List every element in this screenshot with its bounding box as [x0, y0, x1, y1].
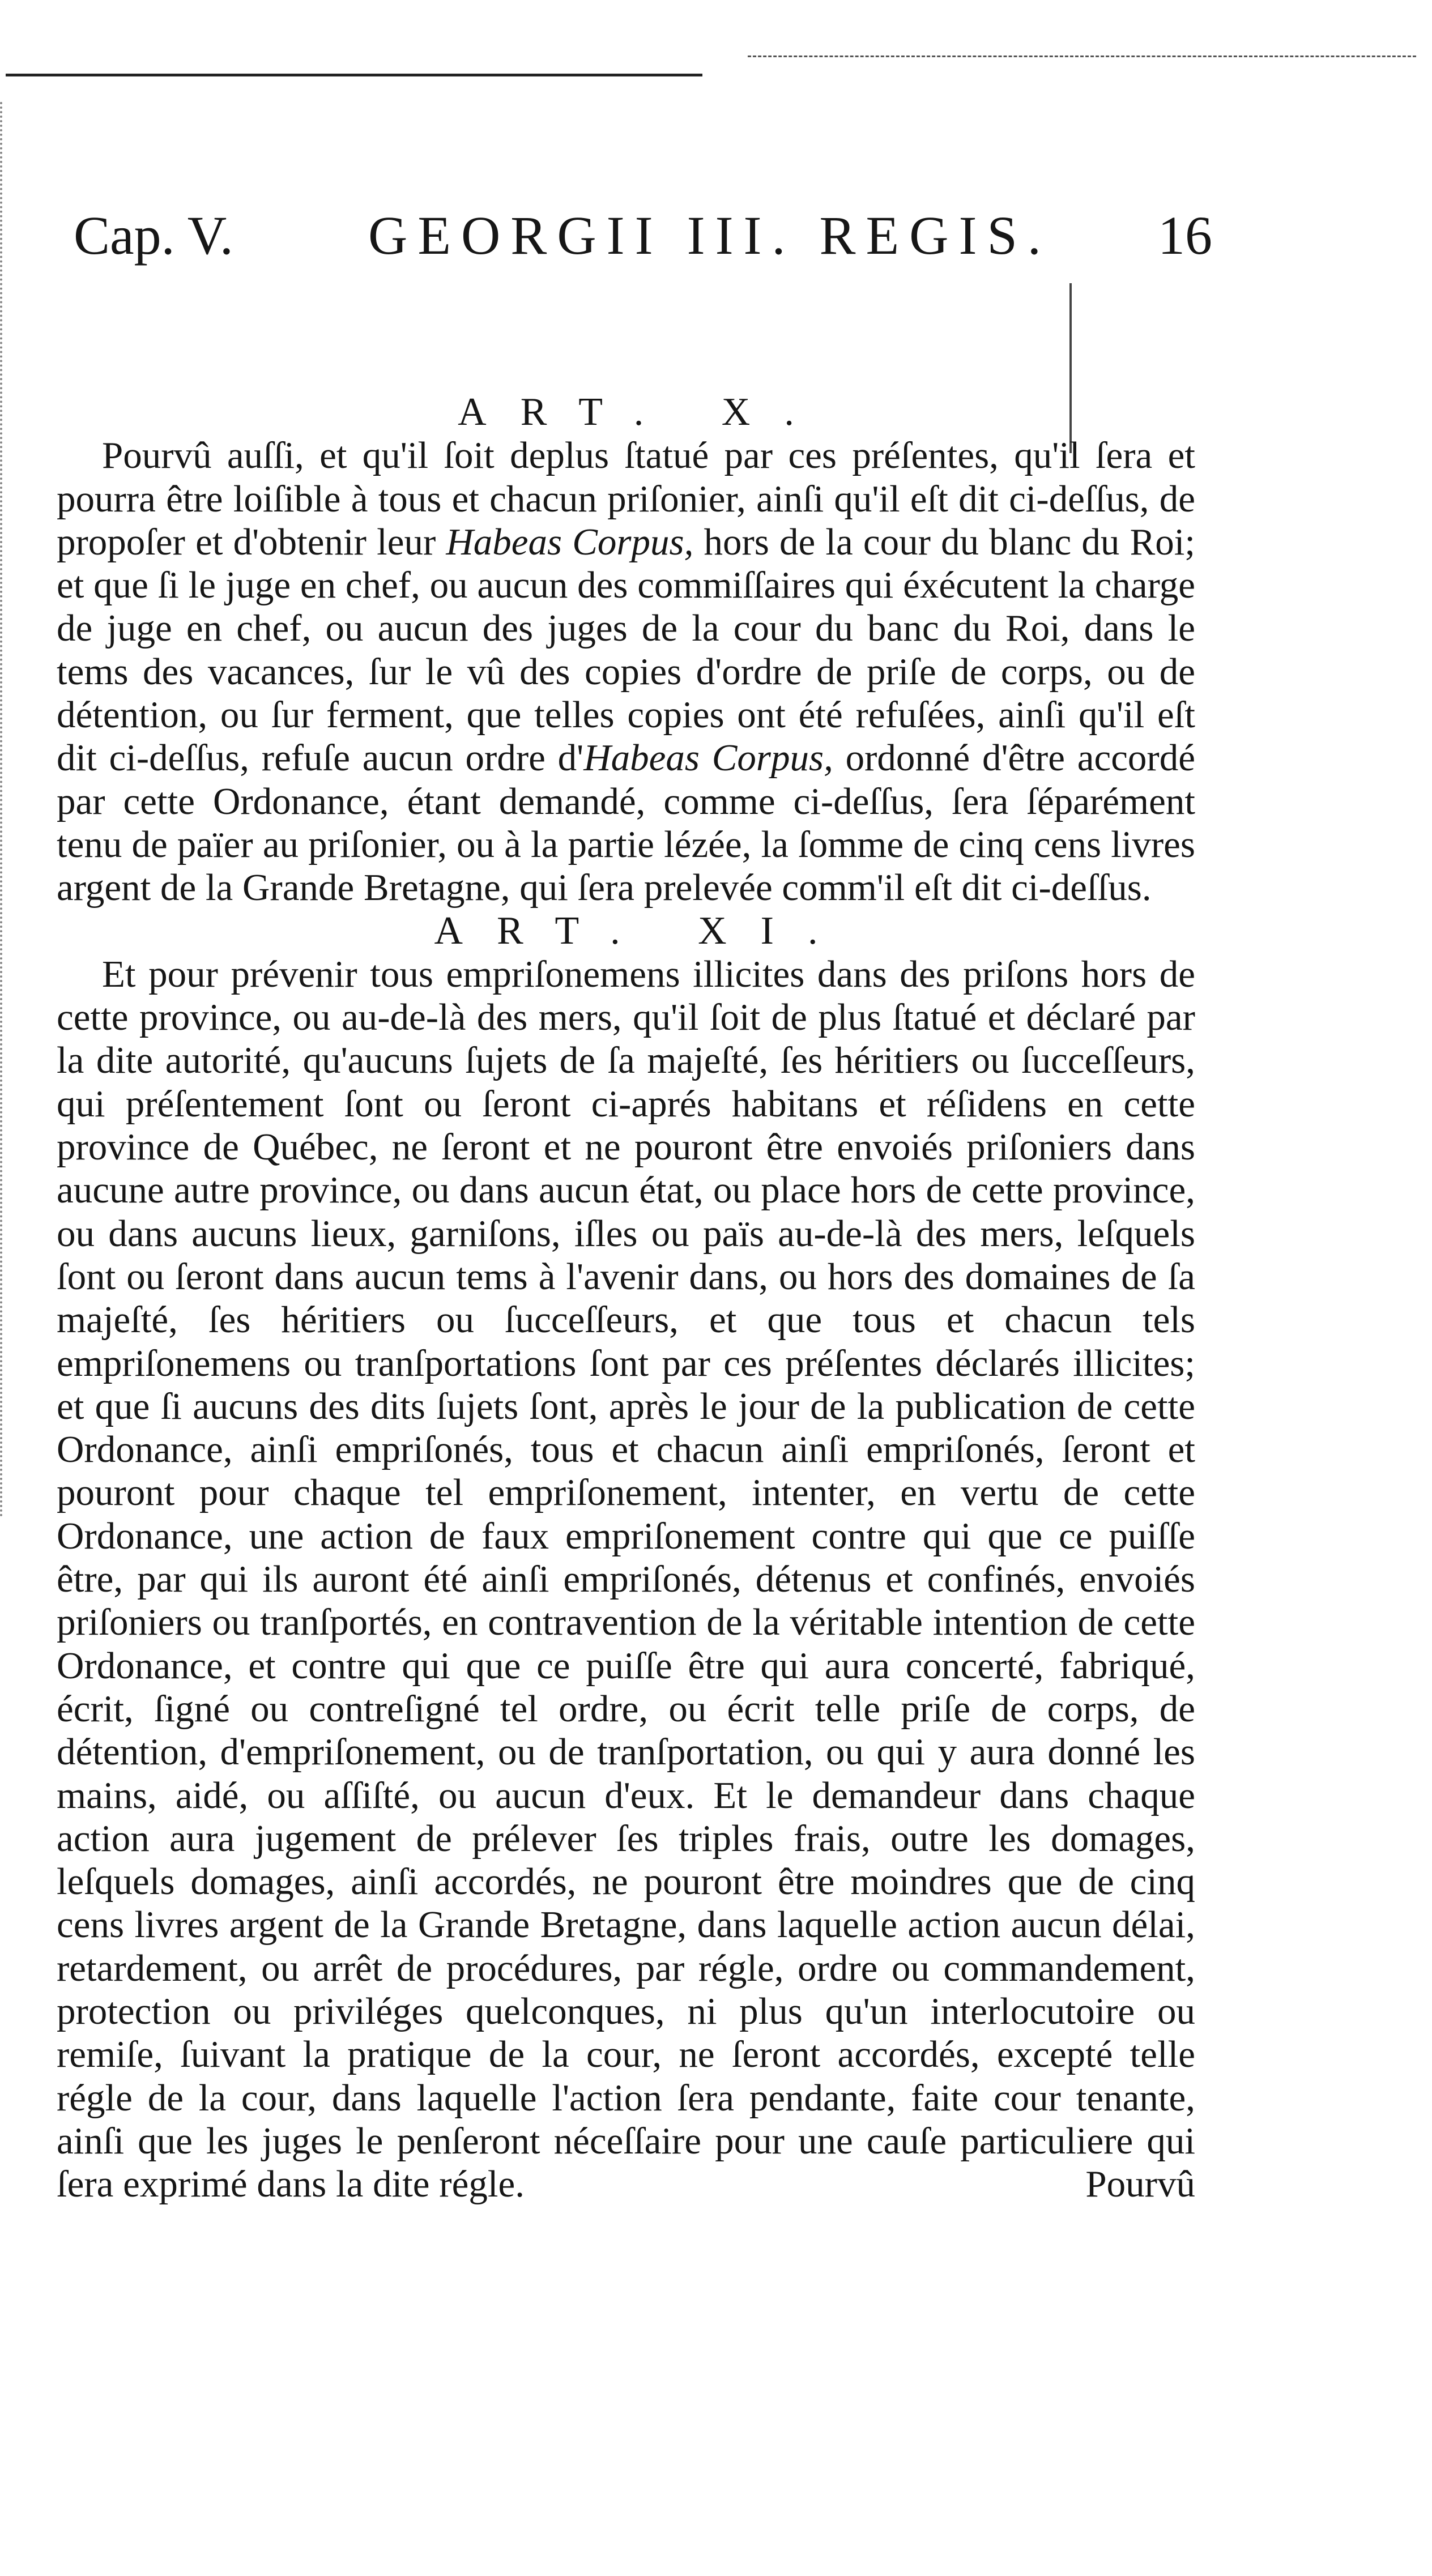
chapter-label: Cap. V. [74, 205, 233, 266]
article-x-text-part-2: hors de la cour du blanc du Roi; et que ſi le juge en chef, ou aucun des commiſſaires qui éxécutent la charge de juge en chef, ou aucun des juges de la cour du banc du Roi, dans le tems des vacances, ſur le vû des copies d'ordre de priſe de corps, ou de détention, ou ſur ferment, que telles copies ont été refuſées, ainſi qu'il eſt dit ci-deſſus, refuſe aucun ordre d' [57, 521, 1195, 779]
running-title: GEORGII III. REGIS. [368, 205, 1051, 266]
article-xi-body: Et pour prévenir tous empriſonemens illicites dans des priſons hors de cette province, ou au-de-là des mers, qu'il ſoit de plus ſtatué et déclaré par la dite autorité, qu'aucuns ſujets de ſa majeſté, ſes héritiers ou ſucceſſeurs, qui préſentement ſont ou ſeront ci-aprés habitans et réſidens en cette province de Québec, ne ſeront et ne pouront être envoiés priſoniers dans aucune autre province, ou dans aucun état, ou place hors de cette province, ou dans aucuns lieux, garniſons, iſles ou païs au-de-là des mers, leſquels ſont ou ſeront dans aucun tems à l'avenir dans, ou hors des domaines de ſa majeſté, ſes héritiers ou ſucceſſeurs, et que tous et chacun tels empriſonemens ou tranſportations ſont par ces préſentes déclarés illicites; et que ſi aucuns des dits ſujets ſont, après le jour de la publication de cette Ordonance, ainſi empriſonés, tous et chacun ainſi empriſonés, ſeront et pouront pour chaque tel empriſonement, intenter, en vertu de cette Ordonance, une action de faux empriſonement contre qui que ce puiſſe être, par qui ils auront été ainſi empriſonés, détenus et confinés, envoiés priſoniers ou tranſportés, en contravention de la véritable intention de cette Ordonance, et contre qui que ce puiſſe être qui aura concerté, fabriqué, écrit, ſigné ou contreſigné tel ordre, ou écrit telle priſe de corps, de détention, d'empriſonement, ou de tranſportation, ou qui y aura donné les mains, aidé, ou aſſiſté, ou aucun d'eux. Et le demandeur dans chaque action aura jugement de prélever ſes triples frais, outre les domages, leſquels domages, ainſi accordés, ne pouront être moindres que de cinq cens livres argent de la Grande Bretagne, dans laquelle action aucun délai, retardement, ou arrêt de procédures, par régle, ordre ou commandement, protection ou priviléges quelconques, ni plus qu'un interlocutoire ou remiſe, ſuivant la pratique de la cour, ne ſeront accordés, excepté telle régle de la cour, dans laquelle l'action ſera pendante, faite cour tenante, ainſi que les juges le penſeront néceſſaire pour une cauſe particuliere qui ſera exprimé dans la dite régle. [57, 953, 1195, 2206]
article-x-text-part-3: ordonné d'être accordé par cette Ordonance, étant demandé, comme ci-deſſus, ſera ſéparément tenu de païer au priſonier, ou à la partie lézée, la ſomme de cinq cens livres argent de la Grande Bretagne, qui ſera prelevée comm'il eſt dit ci-deſſus. [57, 737, 1195, 909]
article-x-text [57, 434, 1195, 909]
top-rule-faint [748, 56, 1416, 57]
article-heading-xi: ART. XI. [434, 909, 852, 953]
habeas-corpus-term-1: Habeas Corpus, [446, 521, 694, 563]
article-x-text-part-1: Pourvû auſſi, et qu'il ſoit deplus ſtatué par ces préſentes, qu'il ſera et pourra être loiſible à tous et chacun priſonier, ainſi qu'il eſt dit ci-deſſus, de propoſer et d'obtenir leur [57, 434, 1195, 563]
catchword: Pourvû [1085, 2163, 1195, 2206]
page-number: 16 [1158, 205, 1212, 266]
top-rule [6, 74, 702, 76]
habeas-corpus-term-2: Habeas Corpus, [583, 737, 833, 779]
page-edge-marks [0, 102, 25, 1518]
article-heading-x: ART. X. [458, 390, 828, 434]
article-xi-text [57, 953, 1195, 2206]
running-head [74, 204, 1212, 272]
page-body [57, 391, 1195, 2206]
